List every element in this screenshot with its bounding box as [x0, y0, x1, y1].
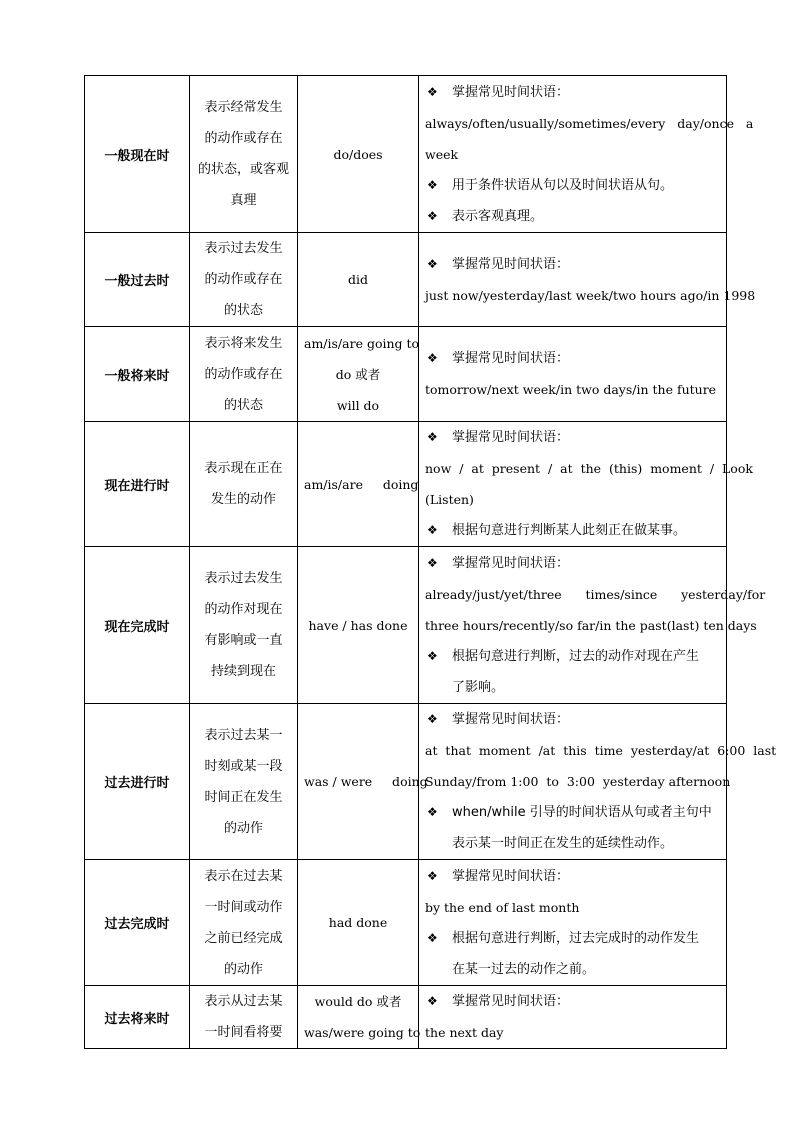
- form-line: did: [347, 272, 368, 287]
- bullet-text: 在某一过去的动作之前。: [452, 961, 596, 977]
- usage-line: already/just/yet/three times/since yesterday/for: [425, 586, 766, 602]
- usage-line: week: [425, 146, 459, 162]
- form-line: am/is/are doing: [304, 476, 419, 492]
- meaning-cell: [190, 233, 298, 327]
- bullet-icon: ❖: [427, 430, 438, 444]
- bullet-label: 掌握常见时间状语：: [452, 256, 570, 272]
- bullet-label: 掌握常见时间状语：: [452, 712, 570, 727]
- bullet-icon: ❖: [427, 208, 438, 223]
- usage-cell: [419, 986, 727, 1049]
- tense-table: [84, 75, 777, 1049]
- usage-cell: [419, 327, 727, 422]
- table-row: [85, 327, 727, 422]
- table-row: [85, 986, 727, 1049]
- bullet-text: 表示某一时间正在发生的延续性动作。: [452, 836, 674, 851]
- meaning-line: 的动作: [223, 961, 263, 977]
- bullet-icon: ❖: [427, 177, 438, 192]
- tense-name-cell: [85, 233, 190, 327]
- bullet-label: 掌握常见时间状语：: [452, 555, 570, 571]
- meaning-line: 时间正在发生: [204, 789, 283, 805]
- tense-name: 过去进行时: [104, 776, 170, 791]
- meaning-line: 表示从过去某: [204, 994, 283, 1009]
- form-line: do 或者: [335, 366, 381, 382]
- usage-line: (Listen): [425, 492, 474, 507]
- meaning-cell: [190, 860, 298, 986]
- meaning-line: 有影响或一直: [204, 633, 283, 648]
- bullet-item: [425, 515, 720, 546]
- form-cell: [298, 327, 419, 422]
- tense-name-cell: [85, 327, 190, 422]
- form-cell: [298, 422, 419, 547]
- table-row: [85, 76, 727, 233]
- bullet-text: 表示客观真理。: [452, 208, 544, 224]
- tense-name-cell: [85, 422, 190, 547]
- tense-name: 现在完成时: [104, 619, 170, 635]
- meaning-line: 表示过去发生: [204, 241, 283, 256]
- meaning-line: 表示将来发生: [204, 335, 283, 351]
- usage-cell: [419, 547, 766, 704]
- bullet-icon: ❖: [427, 712, 438, 726]
- meaning-line: 表示现在正在: [204, 461, 283, 476]
- bullet-item: [425, 170, 720, 201]
- tense-name-cell: [85, 704, 190, 860]
- form-cell: [298, 704, 428, 860]
- meaning-line: 持续到现在: [210, 664, 276, 679]
- meaning-line: 的状态: [223, 397, 263, 413]
- bullet-icon: ❖: [427, 555, 438, 570]
- form-cell: [298, 233, 419, 327]
- bullet-text: 了影响。: [452, 679, 505, 695]
- form-cell: [298, 860, 419, 986]
- bullet-icon: ❖: [427, 868, 438, 883]
- usage-line: always/often/usually/sometimes/every day/once a: [425, 115, 754, 131]
- form-line: will do: [336, 397, 380, 413]
- bullet-icon: ❖: [427, 805, 438, 819]
- table-row: [85, 704, 727, 860]
- tense-name-cell: [85, 860, 190, 986]
- tense-name: 一般将来时: [104, 368, 170, 384]
- meaning-line: 的状态，或客观: [197, 162, 289, 177]
- usage-line: three hours/recently/so far/in the past(last) ten days: [425, 617, 757, 633]
- bullet-icon: ❖: [427, 648, 438, 663]
- bullet-item: [425, 249, 720, 280]
- usage-line: the next day: [425, 1025, 504, 1040]
- tense-name: 现在进行时: [104, 478, 170, 494]
- bullet-text: 根据句意进行判断，过去完成时的动作发生: [452, 930, 700, 946]
- meaning-line: 的状态: [223, 303, 263, 318]
- form-cell: [298, 986, 419, 1049]
- tense-name: 一般过去时: [104, 274, 170, 289]
- meaning-line: 的动作或存在: [204, 272, 283, 287]
- meaning-cell: [190, 547, 298, 704]
- meaning-cell: [190, 422, 298, 547]
- bullet-item: [425, 861, 720, 892]
- form-line: was / were doing: [304, 774, 428, 789]
- bullet-label: 掌握常见时间状语：: [452, 430, 570, 445]
- table-row: [85, 860, 727, 986]
- bullet-item: [425, 77, 720, 108]
- meaning-line: 时刻或某一段: [204, 758, 283, 774]
- form-line: would do 或者: [314, 994, 402, 1009]
- meaning-cell: [190, 704, 298, 860]
- bullet-item: [425, 704, 720, 735]
- meaning-line: 的动作或存在: [204, 366, 283, 382]
- form-line: am/is/are going to: [304, 335, 420, 351]
- meaning-line: 表示经常发生: [204, 100, 283, 115]
- bullet-label: 掌握常见时间状语：: [452, 84, 570, 100]
- usage-cell: [419, 704, 777, 860]
- bullet-icon: ❖: [427, 523, 438, 537]
- tense-name: 过去将来时: [104, 1011, 170, 1027]
- table-row: [85, 233, 727, 327]
- meaning-line: 的动作或存在: [204, 131, 283, 146]
- usage-cell: [419, 76, 754, 233]
- bullet-label: 掌握常见时间状语：: [452, 351, 570, 366]
- form-cell: [298, 547, 419, 704]
- usage-line: by the end of last month: [425, 899, 580, 915]
- usage-cell: [419, 422, 753, 547]
- tense-name-cell: [85, 547, 190, 704]
- bullet-item: [425, 923, 720, 985]
- meaning-line: 一时间看将要: [204, 1025, 283, 1040]
- usage-line: tomorrow/next week/in two days/in the future: [425, 382, 717, 397]
- usage-cell: [419, 233, 756, 327]
- bullet-text: when/while 引导的时间状语从句或者主句中: [452, 805, 712, 820]
- bullet-icon: ❖: [427, 256, 438, 271]
- form-line: do/does: [333, 146, 383, 162]
- meaning-line: 发生的动作: [210, 492, 276, 507]
- tense-name: 过去完成时: [104, 917, 170, 932]
- form-cell: [298, 76, 419, 233]
- bullet-label: 掌握常见时间状语：: [452, 994, 570, 1009]
- bullet-text: 根据句意进行判断某人此刻正在做某事。: [452, 523, 687, 538]
- bullet-label: 掌握常见时间状语：: [452, 868, 570, 884]
- usage-line: now / at present / at the (this) moment / Look: [425, 461, 753, 476]
- bullet-item: [425, 986, 720, 1017]
- form-line: had done: [328, 915, 388, 930]
- bullet-icon: ❖: [427, 930, 438, 945]
- bullet-text: 用于条件状语从句以及时间状语从句。: [452, 177, 674, 193]
- usage-line: Sunday/from 1:00 to 3:00 yesterday afternoon: [425, 774, 731, 789]
- bullet-item: [425, 422, 720, 453]
- usage-line: just now/yesterday/last week/two hours ago/in 1998: [425, 287, 756, 303]
- meaning-cell: [190, 986, 298, 1049]
- meaning-cell: [190, 327, 298, 422]
- tense-name-cell: [85, 76, 190, 233]
- tense-table-body: [85, 76, 777, 1049]
- meaning-line: 之前已经完成: [204, 930, 283, 946]
- form-line: was/were going to: [304, 1025, 421, 1040]
- bullet-item: [425, 797, 720, 859]
- meaning-line: 一时间或动作: [204, 899, 283, 915]
- form-line: have / has done: [308, 617, 408, 633]
- usage-line: at that moment /at this time yesterday/at 6:00 last: [425, 743, 777, 758]
- meaning-line: 的动作: [223, 820, 263, 836]
- bullet-item: [425, 343, 720, 374]
- tense-name-cell: [85, 986, 190, 1049]
- bullet-item: [425, 641, 720, 703]
- tense-name: 一般现在时: [104, 148, 170, 164]
- meaning-cell: [190, 76, 298, 233]
- bullet-text: 根据句意进行判断，过去的动作对现在产生: [452, 648, 700, 664]
- meaning-line: 表示过去某一: [204, 727, 283, 743]
- bullet-icon: ❖: [427, 351, 438, 365]
- meaning-line: 的动作对现在: [204, 602, 283, 617]
- bullet-icon: ❖: [427, 994, 438, 1008]
- meaning-line: 真理: [230, 193, 257, 208]
- meaning-line: 表示在过去某: [204, 868, 283, 884]
- bullet-icon: ❖: [427, 84, 438, 99]
- table-row: [85, 547, 727, 704]
- meaning-line: 表示过去发生: [204, 571, 283, 586]
- bullet-item: [425, 548, 720, 579]
- usage-cell: [419, 860, 727, 986]
- bullet-item: [425, 201, 720, 232]
- table-row: [85, 422, 727, 547]
